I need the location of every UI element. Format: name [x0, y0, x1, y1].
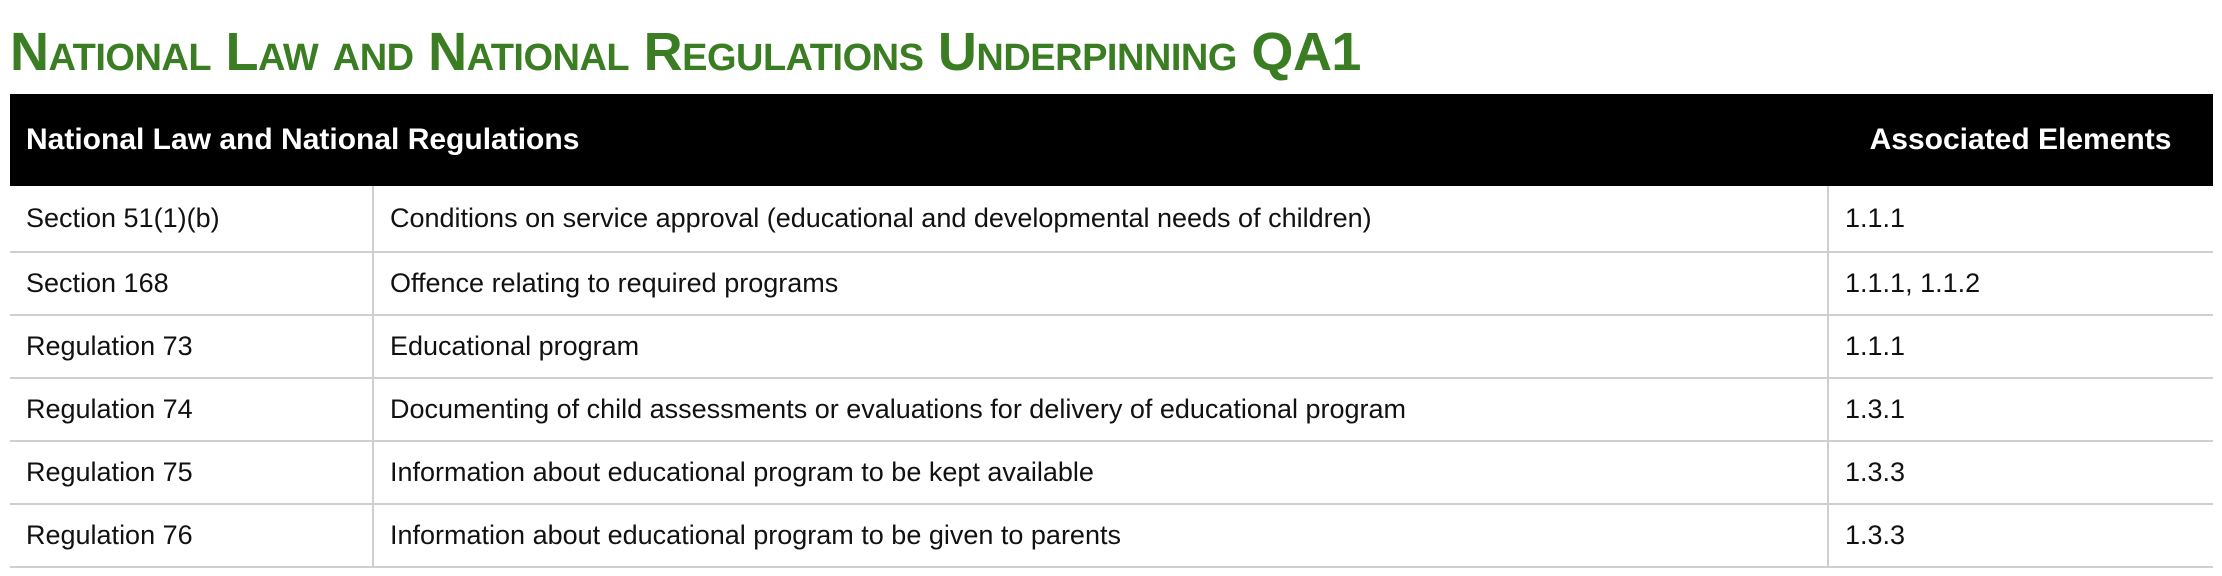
law-reference: Regulation 73 [10, 315, 373, 378]
associated-elements: 1.3.3 [1828, 504, 2213, 567]
header-law: National Law and National Regulations [26, 123, 580, 156]
associated-elements: 1.3.1 [1828, 378, 2213, 441]
law-description: Conditions on service approval (educational and developmental needs of children) [373, 186, 1828, 252]
regulations-table [10, 94, 2213, 568]
law-reference: Regulation 74 [10, 378, 373, 441]
associated-elements: 1.1.1, 1.1.2 [1828, 252, 2213, 315]
table-row [10, 252, 2213, 315]
law-reference: Section 51(1)(b) [10, 186, 373, 252]
table-row [10, 441, 2213, 504]
law-description: Offence relating to required programs [373, 252, 1828, 315]
table-row [10, 315, 2213, 378]
associated-elements: 1.3.3 [1828, 441, 2213, 504]
law-reference: Section 168 [10, 252, 373, 315]
table-row [10, 378, 2213, 441]
table-row [10, 504, 2213, 567]
law-reference: Regulation 75 [10, 441, 373, 504]
law-description: Educational program [373, 315, 1828, 378]
table-header-row [10, 94, 2213, 186]
law-reference: Regulation 76 [10, 504, 373, 567]
law-description: Information about educational program to be kept available [373, 441, 1828, 504]
table-row [10, 186, 2213, 252]
associated-elements: 1.1.1 [1828, 186, 2213, 252]
associated-elements: 1.1.1 [1828, 315, 2213, 378]
law-description: Documenting of child assessments or evaluations for delivery of educational program [373, 378, 1828, 441]
header-associated-elements: Associated Elements [1869, 123, 2172, 156]
law-description: Information about educational program to be given to parents [373, 504, 1828, 567]
page-title: National Law and National Regulations Underpinning QA1 [10, 22, 1361, 82]
